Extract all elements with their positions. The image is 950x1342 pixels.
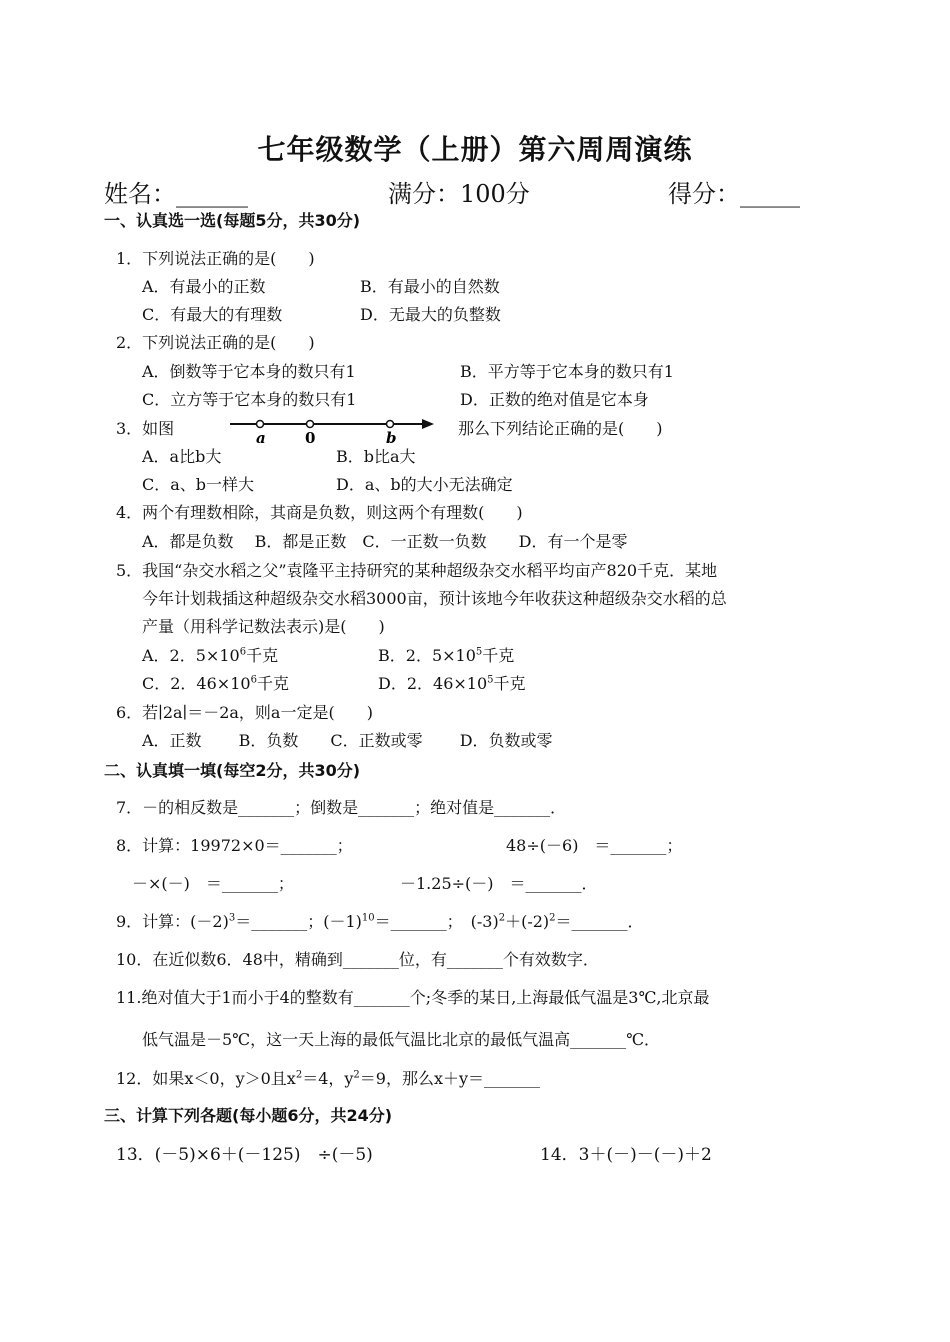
q2-stem: 2．下列说法正确的是( ): [116, 333, 315, 352]
q1-option-b: B．有最小的自然数: [360, 277, 500, 296]
q11-line2: 低气温是－5℃，这一天上海的最低气温比北京的最低气温高_______℃．: [142, 1030, 660, 1049]
q8-left: 8．计算：19972×0＝_______；: [116, 836, 353, 855]
q1-option-d: D．无最大的负整数: [360, 305, 501, 324]
point-a: [257, 421, 264, 428]
score-label: 得分：: [668, 180, 740, 208]
q1-stem: 1．下列说法正确的是( ): [116, 249, 315, 268]
label-b: b: [386, 429, 397, 447]
q3-option-d: D．a、b的大小无法确定: [336, 475, 513, 494]
q2-option-c: C．立方等于它本身的数只有1: [142, 390, 357, 409]
point-b: [387, 421, 394, 428]
score-blank: _____: [740, 180, 800, 208]
q4-options: A．都是负数 B．都是正数 C．一正数一负数 D．有一个是零: [142, 532, 628, 551]
label-a: a: [256, 429, 266, 447]
q5-line3: 产量（用科学记数法表示)是( ): [142, 617, 385, 636]
name-blank: ______: [176, 180, 248, 208]
q3-tail: 那么下列结论正确的是( ): [458, 419, 663, 438]
q2-option-a: A．倒数等于它本身的数只有1: [142, 362, 356, 381]
q4-stem: 4．两个有理数相除，其商是负数，则这两个有理数( ): [116, 503, 523, 522]
label-zero: 0: [305, 429, 316, 447]
q1-option-a: A．有最小的正数: [142, 277, 266, 296]
q5-line1: 5．我国“杂交水稻之父”袁隆平主持研究的某种超级杂交水稻平均亩产820千克．某地: [116, 561, 718, 580]
number-line-arrow: [422, 419, 434, 429]
q9: 9．计算：$(-2)^3=\_\_\_\_\_\_\_$；$(-1)^{10}=\_\_\_\_\_\_\_$； $(-3)^2+(-2)^2=\_\_\_\_\_\_\_$．: [116, 912, 644, 931]
page-title: 七年级数学（上册）第六周周演练: [257, 133, 693, 166]
q5-option-d: D．2．$46\times 10^5$千克: [378, 674, 526, 693]
section2-heading: 二、认真填一填(每空2分，共30分): [104, 761, 361, 780]
number-line-figure: [228, 412, 438, 448]
q2-option-d: D．正数的绝对值是它本身: [460, 390, 649, 409]
q14: 14．3＋(－)－(－)＋2: [540, 1145, 712, 1165]
q5-option-a: A．2．$5\times 10^6$千克: [142, 646, 279, 665]
section1-heading: 一、认真选一选(每题5分，共30分): [104, 211, 361, 230]
q8b-right: －1.25÷(－) ＝_______．: [400, 874, 598, 893]
q8b-left: －×(－) ＝_______；: [132, 874, 294, 893]
q2-option-b: B．平方等于它本身的数只有1: [460, 362, 674, 381]
q3-lead: 3．如图: [116, 419, 175, 438]
point-zero: [307, 421, 314, 428]
q10: 10．在近似数6．48中，精确到_______位，有_______个有效数字．: [116, 950, 599, 969]
q5-line2: 今年计划栽插这种超级杂交水稻3000亩，预计该地今年收获这种超级杂交水稻的总: [142, 589, 727, 608]
q7: 7．－的相反数是_______；倒数是_______；绝对值是_______．: [116, 798, 567, 817]
q8-right: 48÷(－6) ＝_______；: [506, 836, 683, 855]
q5-option-b: B．2．$5\times 10^5$千克: [378, 646, 515, 665]
q13: 13．(－5)×6＋(－125) ÷(－5): [116, 1145, 373, 1165]
q3-option-a: A．a比b大: [142, 447, 222, 466]
q3-option-b: B．b比a大: [336, 447, 416, 466]
q12: 12．如果x＜0，y＞0且$x^2=4$，$y^2=9$，那么x＋y＝_______: [116, 1069, 541, 1088]
q3-option-c: C．a、b一样大: [142, 475, 255, 494]
name-label: 姓名：: [104, 180, 176, 208]
full-marks: 满分：100分: [388, 180, 530, 208]
q6-options: A．正数 B．负数 C．正数或零 D．负数或零: [142, 731, 553, 750]
score-field: [668, 174, 800, 209]
name-field: [104, 174, 248, 209]
q11-line1: 11.绝对值大于1而小于4的整数有_______个;冬季的某日,上海最低气温是3℃,北京最: [116, 988, 710, 1007]
q5-option-c: C．2．$46\times 10^6$千克: [142, 674, 289, 693]
section3-heading: 三、计算下列各题(每小题6分，共24分): [104, 1106, 393, 1125]
q1-option-c: C．有最大的有理数: [142, 305, 283, 324]
q6-stem: 6．若∣2a∣＝－2a，则a一定是( ): [116, 703, 373, 722]
